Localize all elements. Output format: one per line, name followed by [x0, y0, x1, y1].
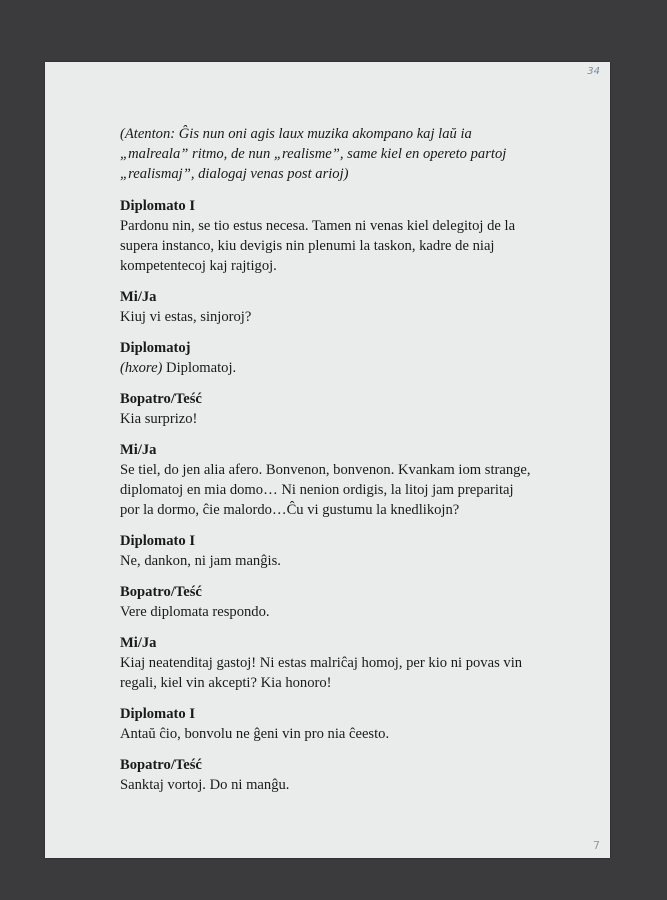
dialogue-block [120, 582, 570, 622]
dialogue-line: Se tiel, do jen alia afero. Bonvenon, bonvenon. Kvankam iom strange, [120, 462, 531, 478]
dialogue-line: kompetentecoj kaj rajtigoj. [120, 258, 277, 274]
dialogue-line: Kiuj vi estas, sinjoroj? [120, 309, 252, 325]
speaker-name: Bopatro/Teść [120, 391, 202, 407]
intro-line: (Atenton: Ĝis nun oni agis laux muzika akompano kaj laŭ ia [120, 126, 472, 142]
dialogue-line: Sanktaj vortoj. Do ni manĝu. [120, 777, 290, 793]
dialogue-line: regali, kiel vin akcepti? Kia honoro! [120, 675, 332, 691]
dialogue-block [120, 287, 570, 327]
dialogue-line: diplomatoj en mia domo… Ni nenion ordigis, la litoj jam preparitaj [120, 482, 514, 498]
dialogue-block [120, 389, 570, 429]
dialogue-line: por la dormo, ĉie malordo…Ĉu vi gustumu la knedlikojn? [120, 502, 460, 518]
dialogue-block [120, 338, 570, 378]
stage-direction: (hxore) [120, 360, 163, 376]
dialogue-block [120, 531, 570, 571]
intro-line: „malreala” ritmo, de nun „realisme”, same kiel en opereto partoj [120, 146, 507, 162]
dialogue-line: Antaŭ ĉio, bonvolu ne ĝeni vin pro nia ĉeesto. [120, 726, 390, 742]
dialogue-block [120, 755, 570, 795]
dialogue-line [120, 358, 570, 378]
dialogue-line: Pardonu nin, se tio estus necesa. Tamen ni venas kiel delegitoj de la [120, 218, 516, 234]
speaker-name: Diplomato I [120, 198, 195, 214]
dialogue-line: supera instanco, kiu devigis nin plenumi la taskon, kadre de niaj [120, 238, 495, 254]
page-number-handwritten: 34 [587, 66, 600, 77]
dialogue-text: Diplomatoj. [162, 360, 237, 376]
dialogue-block [120, 440, 570, 520]
dialogue-block [120, 704, 570, 744]
dialogue-block [120, 633, 570, 693]
speaker-name: Diplomato I [120, 533, 195, 549]
dialogue-line: Vere diplomata respondo. [120, 604, 270, 620]
dialogue-block [120, 196, 570, 276]
speaker-name: Mi/Ja [120, 442, 157, 458]
dialogue-line: Kiaj neatenditaj gastoj! Ni estas malriĉaj homoj, per kio ni povas vin [120, 655, 523, 671]
intro-line: „realismaj”, dialogaj venas post arioj) [120, 166, 349, 182]
speaker-name: Diplomatoj [120, 340, 191, 356]
speaker-name: Diplomato I [120, 706, 195, 722]
speaker-name: Mi/Ja [120, 635, 157, 651]
handwritten-mark: 7 [593, 839, 600, 852]
script-content [120, 124, 570, 806]
dialogue-line: Ne, dankon, ni jam manĝis. [120, 553, 281, 569]
dialogue-line: Kia surprizo! [120, 411, 198, 427]
speaker-name: Bopatro/Teść [120, 584, 202, 600]
document-page [45, 62, 610, 858]
speaker-name: Mi/Ja [120, 289, 157, 305]
speaker-name: Bopatro/Teść [120, 757, 202, 773]
stage-direction-intro [120, 124, 570, 184]
